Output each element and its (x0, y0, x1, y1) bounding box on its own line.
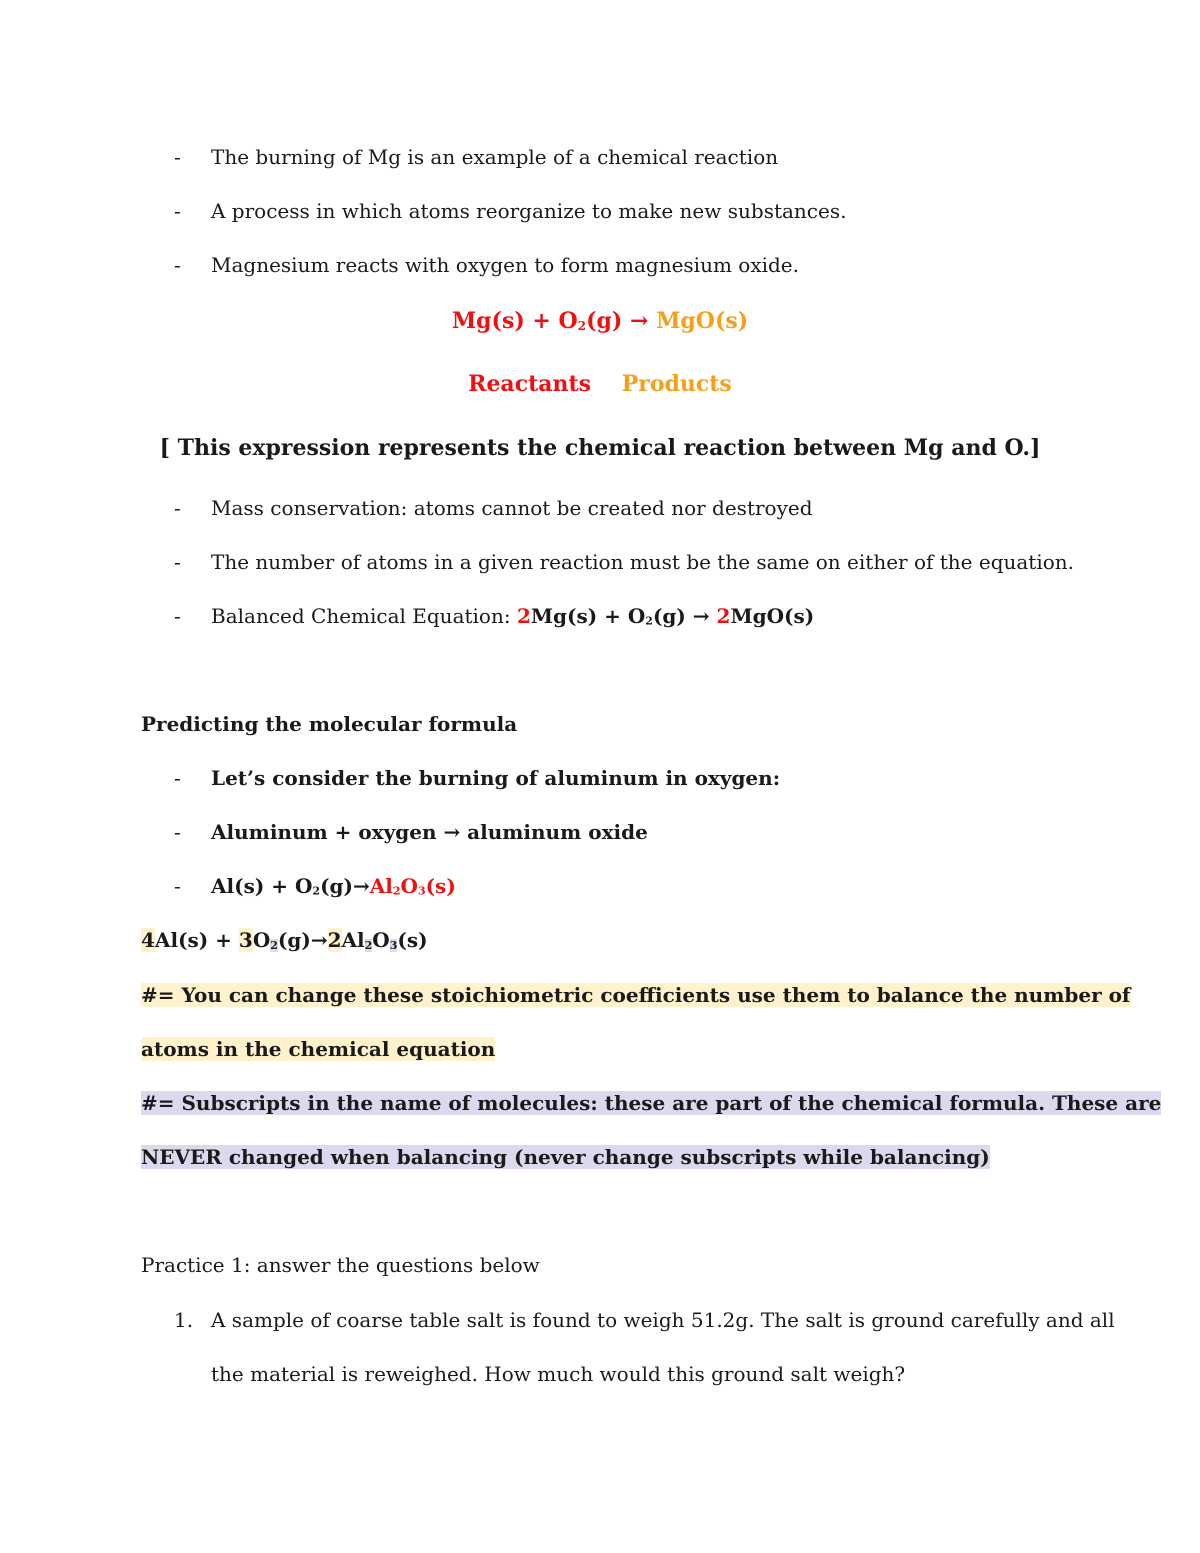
bullet-dash: - (174, 253, 181, 277)
equation-mg-o2: $Mg(s) + O_2(g) \to MgO(s)$ (451, 308, 749, 334)
expression-note: [ This expression represents the chemical reaction between Mg and O.] (159, 435, 1041, 461)
bullet-balanced-equation: Balanced Chemical Equation: $2Mg(s) + O_2(g) \to 2MgO(s)$ (211, 604, 815, 628)
note-coefficients-line1: #= You can change these stoichiometric coefficients use them to balance the number of (141, 983, 1131, 1007)
question-number: 1. (174, 1308, 194, 1332)
bullet-word-equation: Aluminum + oxygen → aluminum oxide (211, 820, 648, 844)
bullet-consider-aluminum: Let’s consider the burning of aluminum in oxygen: (211, 766, 781, 790)
question1-line2: the material is reweighed. How much would this ground salt weigh? (211, 1362, 906, 1386)
practice-title: Practice 1: answer the questions below (141, 1253, 540, 1277)
note-subscripts-line2: NEVER changed when balancing (never change subscripts while balancing) (141, 1145, 990, 1169)
note-coefficients-line2: atoms in the chemical equation (141, 1037, 496, 1061)
note-subscripts-line1: #= Subscripts in the name of molecules: these are part of the chemical formula. These are (141, 1091, 1162, 1115)
balanced-al-equation: $4Al(s) + 3O_2(g)\to 2Al_2O_3(s)$ (141, 928, 428, 952)
bullet-dash: - (174, 874, 181, 898)
bullet-burning-mg: The burning of Mg is an example of a chemical reaction (211, 145, 779, 169)
bullet-mass-conservation: Mass conservation: atoms cannot be created nor destroyed (211, 496, 813, 520)
reactants-label: Reactants (468, 371, 592, 397)
bullet-dash: - (174, 820, 181, 844)
bullet-dash: - (174, 604, 181, 628)
bullet-dash: - (174, 550, 181, 574)
section-title: Predicting the molecular formula (141, 712, 518, 736)
products-label: Products (621, 371, 732, 397)
bullet-magnesium: Magnesium reacts with oxygen to form magnesium oxide. (211, 253, 799, 277)
reactants-products-labels (0, 370, 1200, 398)
bullet-al-equation: $Al(s) + O_2(g)\to Al_2O_3(s)$ (211, 874, 456, 898)
bullet-process: A process in which atoms reorganize to make new substances. (211, 199, 847, 223)
bullet-dash: - (174, 199, 181, 223)
question1-line1: A sample of coarse table salt is found to weigh 51.2g. The salt is ground carefully and all (211, 1308, 1115, 1332)
bullet-dash: - (174, 145, 181, 169)
bullet-dash: - (174, 496, 181, 520)
bullet-number-atoms: The number of atoms in a given reaction must be the same on either of the equation. (211, 550, 1075, 574)
bullet-dash: - (174, 766, 181, 790)
